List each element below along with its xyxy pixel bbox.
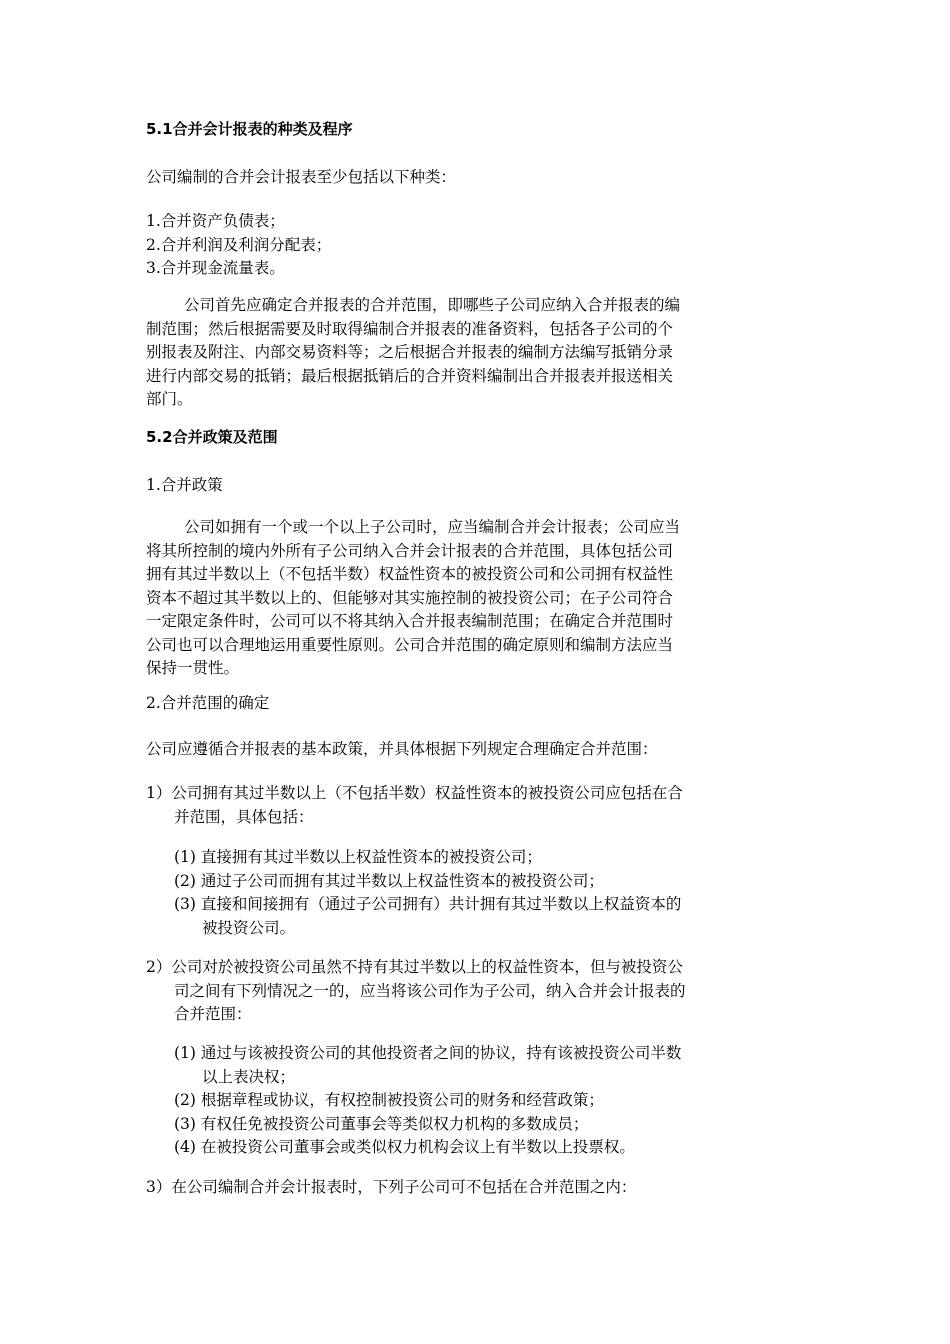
section-heading-5-2: 5.2合并政策及范围 xyxy=(146,428,278,446)
item-line: 并范围，具体包括： xyxy=(174,807,314,826)
sub-item-line: (4) 在被投资公司董事会或类似权力机构会议上有半数以上投票权。 xyxy=(174,1138,635,1156)
item-2-sublist xyxy=(174,1042,850,1160)
s2-paragraph xyxy=(146,516,822,681)
paragraph-line: 部门。 xyxy=(146,390,193,408)
item-1 xyxy=(146,782,822,829)
s1-list xyxy=(146,210,822,281)
sub-item-line: (1) 通过与该被投资公司的其他投资者之间的协议，持有该被投资公司半数 xyxy=(174,1044,682,1062)
s1-paragraph xyxy=(146,294,822,412)
paragraph-line: 制范围；然后根据需要及时取得编制合并报表的准备资料，包括各子公司的个 xyxy=(146,319,674,338)
sub-item-line: 被投资公司。 xyxy=(202,918,296,937)
sub-item-line: 以上表决权； xyxy=(202,1067,296,1086)
item-2 xyxy=(146,956,822,1027)
paragraph-line: 拥有其过半数以上（不包括半数）权益性资本的被投资公司和公司拥有权益性 xyxy=(146,565,674,583)
s2-sub2: 2.合并范围的确定 xyxy=(146,694,270,712)
paragraph-line: 公司首先应确定合并报表的合并范围，即哪些子公司应纳入合并报表的编 xyxy=(184,296,681,314)
sub-item-line: (2) 通过子公司而拥有其过半数以上权益性资本的被投资公司； xyxy=(174,871,604,890)
sub-item-line: (3) 有权任免被投资公司董事会等类似权力机构的多数成员； xyxy=(174,1114,589,1133)
list-item: 1.合并资产负债表； xyxy=(146,212,285,230)
paragraph-line: 公司如拥有一个或一个以上子公司时，应当编制合并会计报表；公司应当 xyxy=(184,518,681,536)
s1-intro: 公司编制的合并会计报表至少包括以下种类： xyxy=(146,168,457,186)
item-line: 1）公司拥有其过半数以上（不包括半数）权益性资本的被投资公司应包括在合 xyxy=(146,784,683,802)
sub-item-line: (1) 直接拥有其过半数以上权益性资本的被投资公司； xyxy=(174,848,542,866)
list-item: 2.合并利润及利润分配表； xyxy=(146,235,332,254)
list-item: 3.合并现金流量表。 xyxy=(146,259,285,277)
s2-sub1: 1.合并政策 xyxy=(146,476,223,494)
item-line: 2）公司对於被投资公司虽然不持有其过半数以上的权益性资本，但与被投资公 xyxy=(146,958,683,976)
item-line: 合并范围： xyxy=(174,1005,252,1023)
s2-intro2: 公司应遵循合并报表的基本政策，并具体根据下列规定合理确定合并范围： xyxy=(146,740,658,758)
item-1-sublist xyxy=(174,846,850,940)
paragraph-line: 将其所控制的境内外所有子公司纳入合并会计报表的合并范围，具体包括公司 xyxy=(146,541,674,560)
paragraph-line: 公司也可以合理地运用重要性原则。公司合并范围的确定原则和编制方法应当 xyxy=(146,635,674,654)
paragraph-line: 别报表及附注、内部交易资料等；之后根据合并报表的编制方法编写抵销分录 xyxy=(146,343,674,361)
item-line: 司之间有下列情况之一的，应当将该公司作为子公司，纳入合并会计报表的 xyxy=(174,981,686,1000)
sub-item-line: (3) 直接和间接拥有（通过子公司拥有）共计拥有其过半数以上权益资本的 xyxy=(174,895,682,913)
section-heading-5-1: 5.1合并会计报表的种类及程序 xyxy=(146,120,353,138)
item-3: 3）在公司编制合并会计报表时，下列子公司可不包括在合并范围之内： xyxy=(146,1178,637,1196)
paragraph-line: 资本不超过其半数以上的、但能够对其实施控制的被投资公司；在子公司符合 xyxy=(146,588,674,607)
sub-item-line: (2) 根据章程或协议，有权控制被投资公司的财务和经营政策； xyxy=(174,1091,604,1109)
paragraph-line: 保持一贯性。 xyxy=(146,659,240,677)
paragraph-line: 一定限定条件时，公司可以不将其纳入合并报表编制范围；在确定合并范围时 xyxy=(146,612,674,630)
paragraph-line: 进行内部交易的抵销；最后根据抵销后的合并资料编制出合并报表并报送相关 xyxy=(146,366,674,385)
